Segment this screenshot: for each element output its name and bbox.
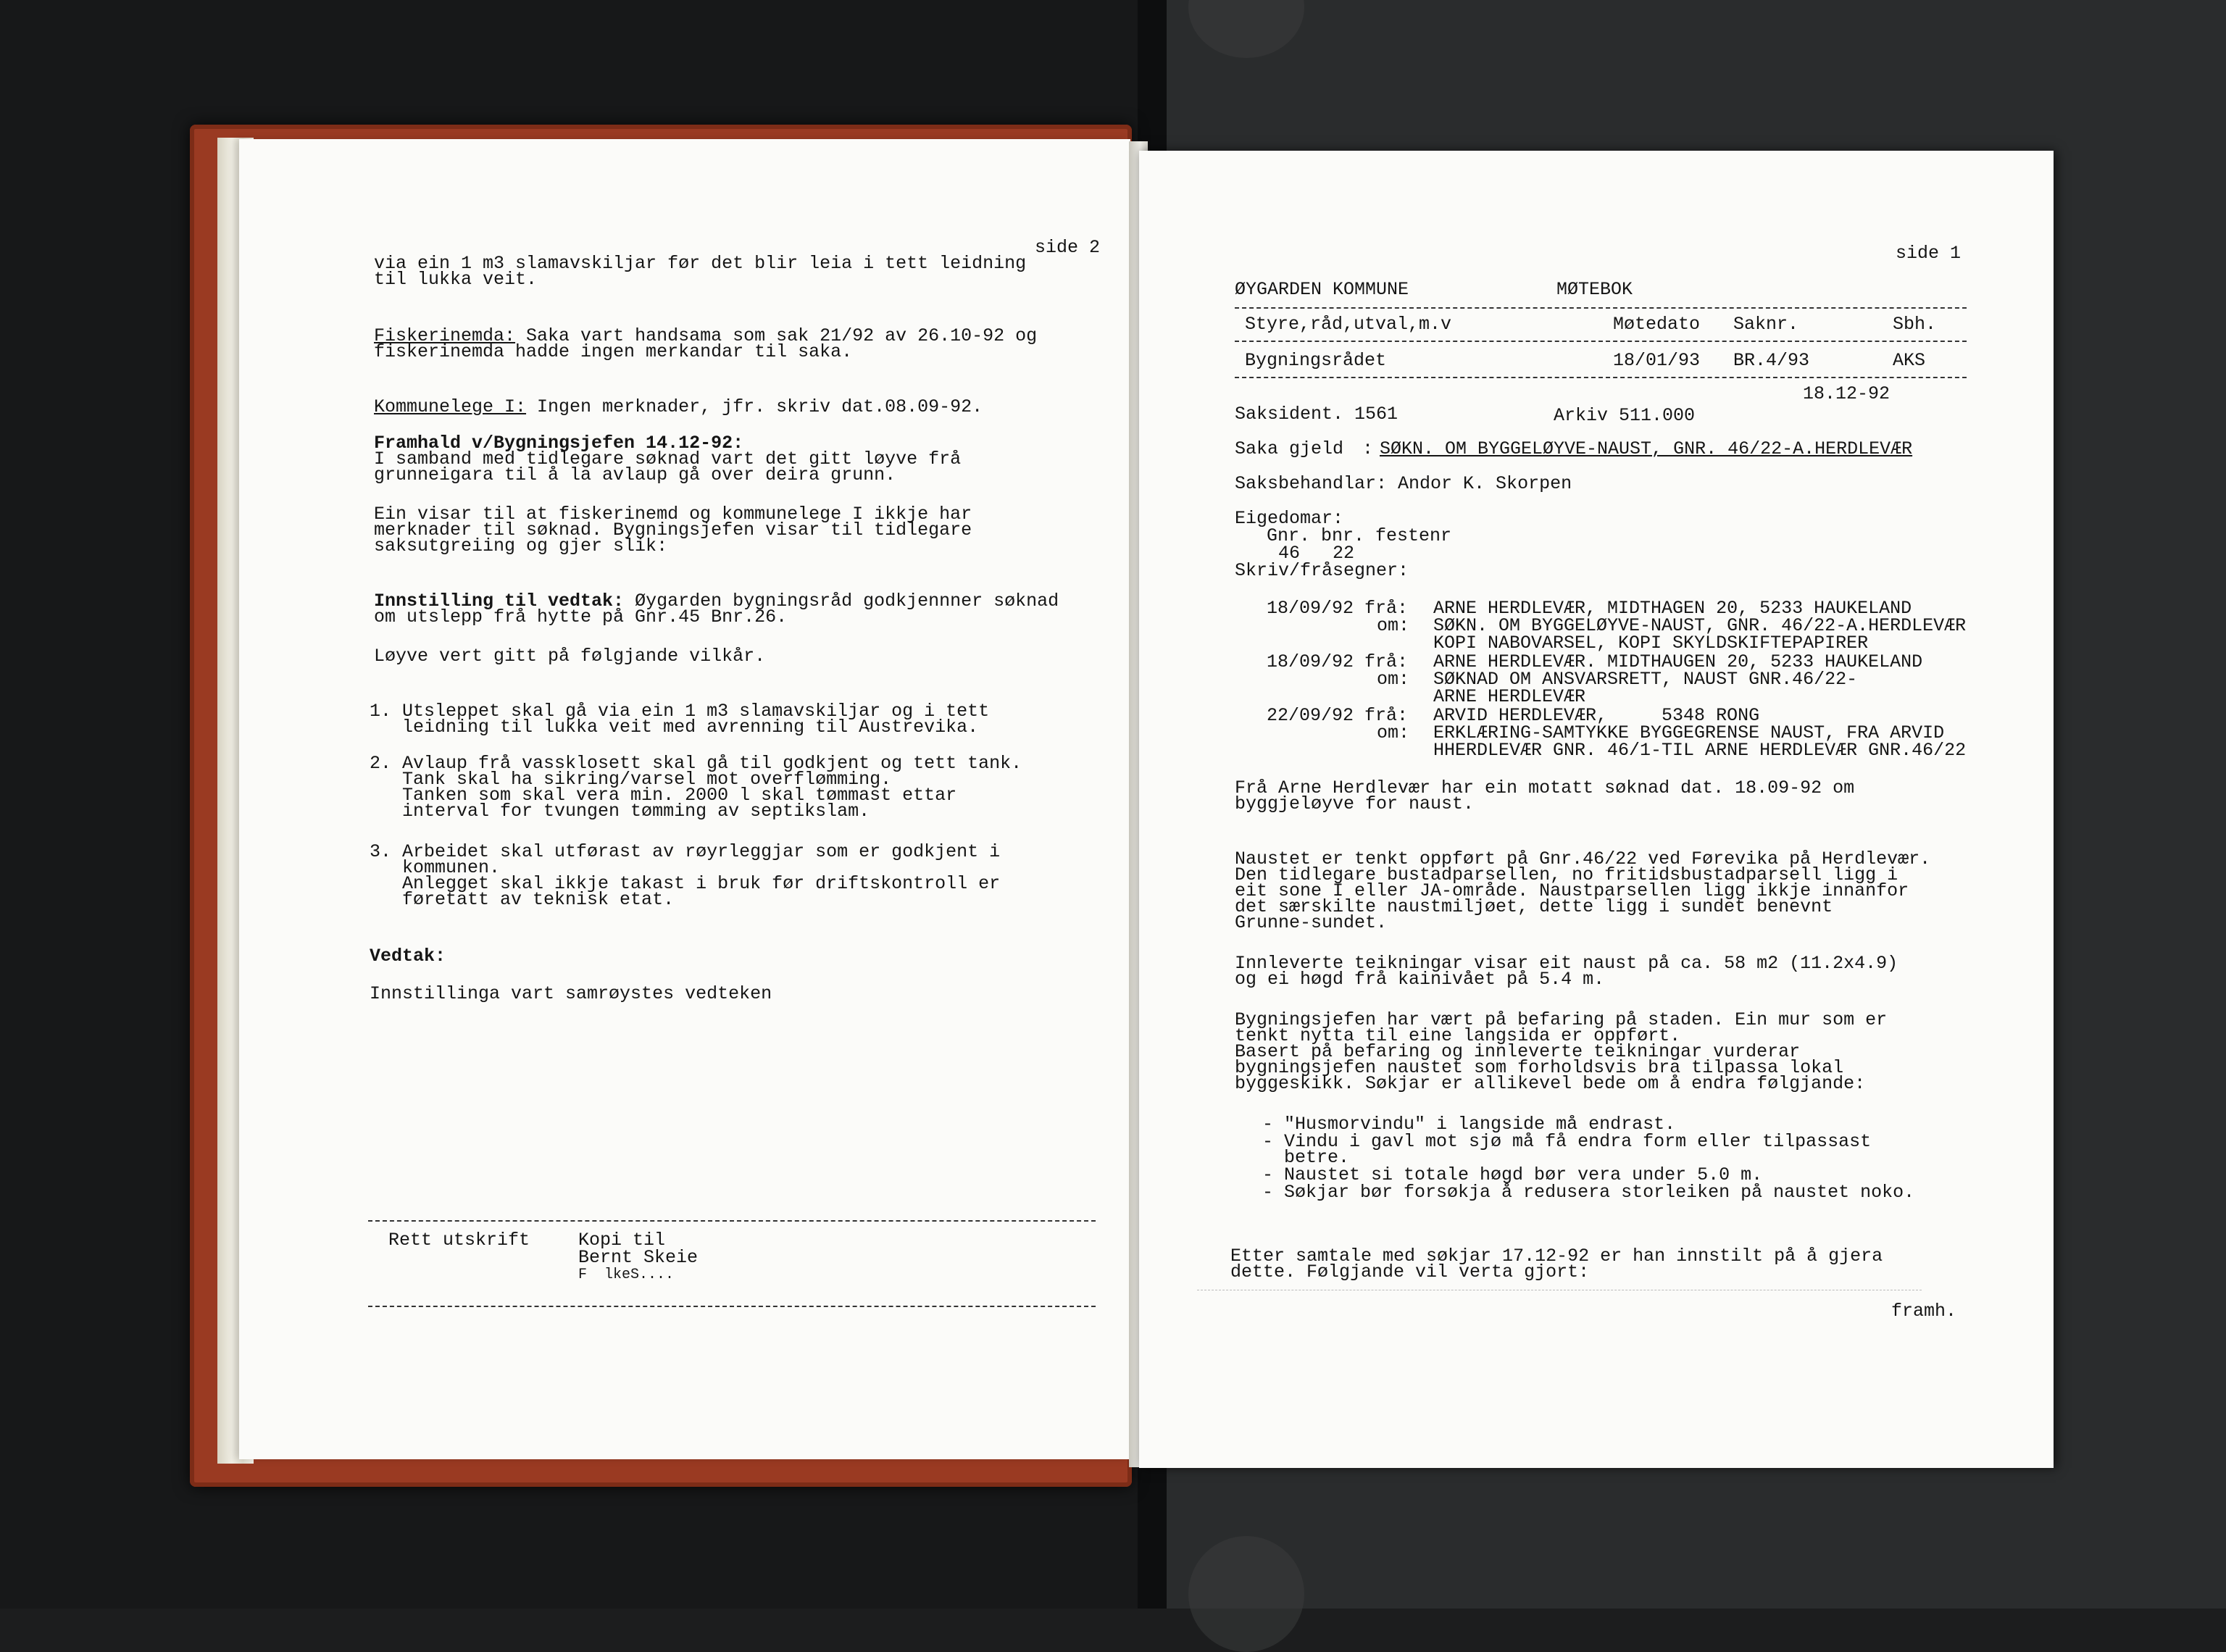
table-cell: AKS [1893, 350, 1926, 371]
letter-text: SØKN. OM BYGGELØYVE-NAUST, GNR. 46/22-A.HERDLEVÆR [1433, 615, 1967, 636]
org-name: ØYGARDEN KOMMUNE [1235, 279, 1409, 300]
letter-text: SØKNAD OM ANSVARSRETT, NAUST GNR.46/22- [1433, 669, 1858, 690]
header-cell: Styre,råd,utval,m.v [1245, 314, 1452, 335]
saka-gjeld-value: SØKN. OM BYGGELØYVE-NAUST, GNR. 46/22-A.HERDLEVÆR [1380, 438, 1913, 459]
text-line: merknader til søknad. Bygningsjefen visar til tidlegare [374, 520, 972, 541]
kommunelege-text: Ingen merknader, jfr. skriv dat.08.09-92. [526, 396, 983, 417]
condition-line: 2. Avlaup frå vassklosett skal gå til godkjent og tett tank. [370, 753, 1022, 774]
letter-meta: 18/09/92 frå: [1267, 598, 1409, 619]
text-line: om utslepp frå hytte på Gnr.45 Bnr.26. [374, 606, 788, 627]
table-cell: 18/01/93 [1613, 350, 1701, 371]
vedtak-text: Innstillinga vart samrøystes vedteken [370, 983, 772, 1004]
text-line: via ein 1 m3 slamavskiljar før det blir leia i tett leidning [374, 253, 1027, 274]
bullet-item: - Naustet si totale høgd bør vera under 5.0 m. [1262, 1164, 1763, 1185]
vedtak-heading: Vedtak: [370, 946, 446, 967]
text-line: I samband med tidlegare søknad vart det gitt løyve frå [374, 449, 962, 470]
text-line: det særskilte naustmiljøet, dette ligg i sundet benevnt [1235, 896, 1833, 917]
left-page [239, 139, 1130, 1459]
innstilling-text: Øygarden bygningsråd godkjennner søknad [624, 591, 1059, 612]
text-line: bygningsjefen naustet som forholdsvis bra tilpassa lokal [1235, 1057, 1844, 1078]
text-line: tenkt nytta til eine langsida er oppført. [1235, 1025, 1681, 1046]
letter-text: ERKLÆRING-SAMTYKKE BYGGEGRENSE NAUST, FRA ARVID [1433, 722, 1945, 743]
letter-text: ARVID HERDLEVÆR, 5348 RONG [1433, 705, 1760, 726]
divider [368, 1220, 1096, 1222]
kopi-name: Bernt Skeie [578, 1247, 699, 1268]
date-right: 18.12-92 [1803, 383, 1891, 404]
text-line: til lukka veit. [374, 269, 538, 290]
letter-meta: 22/09/92 frå: [1267, 705, 1409, 726]
saka-gjeld-colon: : [1362, 438, 1374, 459]
condition-line: kommunen. [370, 857, 501, 878]
letter-meta: om: [1377, 615, 1410, 636]
condition-line: interval for tvungen tømming av septikslam. [370, 801, 870, 822]
kopi-til: Kopi til [578, 1230, 666, 1251]
text-line: Løyve vert gitt på følgjande vilkår. [374, 646, 766, 667]
text-line: Innleverte teikningar visar eit naust på ca. 58 m2 (11.2x4.9) [1235, 953, 1898, 974]
text-line: Frå Arne Herdlevær har ein motatt søknad dat. 18.09-92 om [1235, 777, 1855, 798]
text-line: grunneigara til å la avlaup gå over deira grunn. [374, 464, 896, 485]
condition-line: Tanken som skal vera min. 2000 l skal tømmast ettar [370, 785, 957, 806]
table-cell: BR.4/93 [1733, 350, 1810, 371]
text-line: fiskerinemda hadde ingen merkandar til saka. [374, 341, 853, 362]
eigedomar-label: Eigedomar: [1235, 508, 1344, 529]
table-cell: Bygningsrådet [1245, 350, 1387, 371]
text-line: Grunne-sundet. [1235, 912, 1388, 933]
text-line: Naustet er tenkt oppført på Gnr.46/22 ved Førevika på Herdlevær. [1235, 848, 1931, 869]
right-page [1139, 151, 2054, 1468]
page-number: side 2 [1035, 237, 1101, 258]
header-cell: Saknr. [1733, 314, 1799, 335]
condition-line: 1. Utsleppet skal gå via ein 1 m3 slamavskiljar og i tett [370, 701, 990, 722]
skriv-label: Skriv/fråsegner: [1235, 560, 1409, 581]
text-line: byggjeløyve for naust. [1235, 793, 1475, 814]
condition-line: Tank skal ha sikring/varsel mot overflømming. [370, 769, 892, 790]
header-cell: Møtedato [1613, 314, 1701, 335]
bullet-item: betre. [1262, 1147, 1350, 1168]
kommunelege-paragraph [374, 396, 983, 417]
letter-text: KOPI NABOVARSEL, KOPI SKYLDSKIFTEPAPIRER [1433, 633, 1869, 654]
kopi-extra: F lkeS.... [578, 1267, 675, 1283]
gnr-values: 46 22 [1278, 543, 1355, 564]
divider [368, 1306, 1096, 1307]
text-line: Ein visar til at fiskerinemd og kommunelege I ikkje har [374, 504, 972, 525]
header-cell: Sbh. [1893, 314, 1937, 335]
innstilling-heading: Innstilling til vedtak: [374, 591, 625, 612]
text-line: Basert på befaring og innleverte teikningar vurderar [1235, 1041, 1801, 1062]
saksbehandlar: Saksbehandlar: Andor K. Skorpen [1235, 473, 1572, 494]
letter-meta: om: [1377, 722, 1410, 743]
saka-gjeld-label: Saka gjeld [1235, 438, 1344, 459]
bullet-item: - Vindu i gavl mot sjø må få endra form eller tilpassast [1262, 1131, 1872, 1152]
letter-text: HHERDLEVÆR GNR. 46/1-TIL ARNE HERDLEVÆR GNR.46/22 [1433, 740, 1967, 761]
condition-line: Anlegget skal ikkje takast i bruk før driftskontroll er [370, 873, 1001, 894]
kommunelege-label: Kommunelege I: [374, 396, 527, 417]
framhald-heading: Framhald v/Bygningsjefen 14.12-92: [374, 433, 744, 454]
text-line: byggeskikk. Søkjar er allikevel bede om å endra følgjande: [1235, 1073, 1866, 1094]
rett-utskrift: Rett utskrift [388, 1230, 530, 1251]
letter-text: ARNE HERDLEVÆR, MIDTHAGEN 20, 5233 HAUKELAND [1433, 598, 1912, 619]
saksident: Saksident. 1561 [1235, 404, 1398, 425]
divider [1235, 377, 1967, 378]
bullet-item: - "Husmorvindu" i langside må endrast. [1262, 1114, 1676, 1135]
book-title: MØTEBOK [1556, 279, 1633, 300]
letter-meta: 18/09/92 frå: [1267, 651, 1409, 672]
text-line: Etter samtale med søkjar 17.12-92 er han innstilt på å gjera [1230, 1246, 1883, 1267]
fiskerinemda-label: Fiskerinemda: [374, 325, 516, 346]
condition-line: leidning til lukka veit med avrenning til Austrevika. [370, 717, 979, 738]
divider [1235, 341, 1967, 342]
fiskerinemda-text: Saka vart handsama som sak 21/92 av 26.10-92 og [515, 325, 1038, 346]
page-number: side 1 [1896, 243, 1962, 264]
continued-label: framh. [1891, 1301, 1957, 1322]
letter-meta: om: [1377, 669, 1410, 690]
arkiv: Arkiv 511.000 [1554, 405, 1696, 426]
text-line: dette. Følgjande vil verta gjort: [1230, 1261, 1590, 1282]
text-line: eit sone I eller JA-område. Naustparsellen ligg ikkje innanfor [1235, 880, 1909, 901]
bullet-item: - Søkjar bør forsøkja å redusera storleiken på naustet noko. [1262, 1182, 1915, 1203]
text-line: og ei høgd frå kainivået på 5.4 m. [1235, 969, 1605, 990]
condition-line: føretatt av teknisk etat. [370, 889, 675, 910]
text-line: Bygningsjefen har vært på befaring på staden. Ein mur som er [1235, 1009, 1888, 1030]
condition-line: 3. Arbeidet skal utførast av røyrleggjar som er godkjent i [370, 841, 1001, 862]
background-shadow [1188, 1536, 1304, 1652]
letter-text: ARNE HERDLEVÆR. MIDTHAUGEN 20, 5233 HAUKELAND [1433, 651, 1923, 672]
gnr-header: Gnr. bnr. festenr [1267, 525, 1452, 546]
text-line: saksutgreiing og gjer slik: [374, 535, 668, 556]
divider [1235, 307, 1967, 309]
text-line: Den tidlegare bustadparsellen, no fritidsbustadparsell ligg i [1235, 864, 1898, 885]
letter-text: ARNE HERDLEVÆR [1433, 686, 1586, 707]
